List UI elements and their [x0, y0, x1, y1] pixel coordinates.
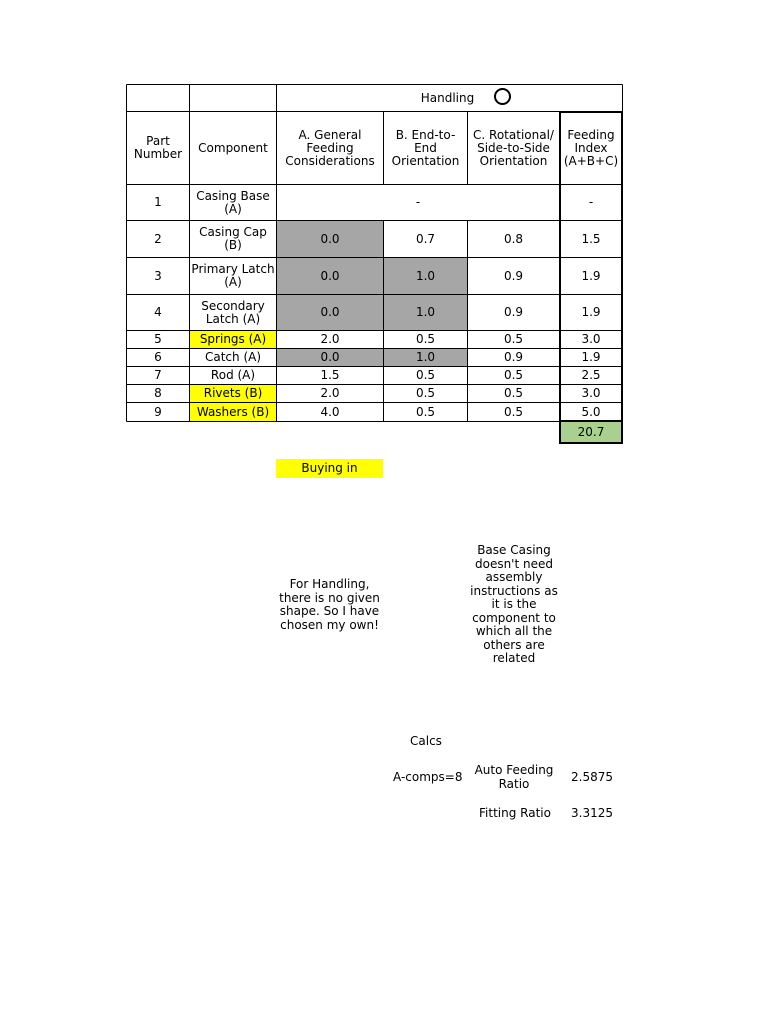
row-9-component: Washers (B): [190, 403, 276, 421]
row-6-part: 6: [154, 350, 162, 364]
row-3-b: 1.0: [384, 258, 467, 294]
row-1-index: -: [588, 195, 594, 209]
row-7-component: Rod (A): [210, 368, 256, 382]
row-6-component: Catch (A): [204, 350, 262, 364]
handling-title: Handling: [420, 90, 475, 105]
row-4-c: 0.9: [503, 305, 524, 319]
row-1-component: Casing Base (A): [196, 188, 270, 216]
calcs-title: Calcs: [410, 734, 442, 748]
row-5-index: 3.0: [581, 332, 601, 346]
row-3-c: 0.9: [503, 268, 524, 283]
base-casing-note: Base Casing doesn't need assembly instructions as it is the component to which all the others are related: [470, 543, 558, 665]
row-8-component: Rivets (B): [190, 385, 276, 402]
row-9-index: 5.0: [581, 404, 601, 419]
row-6-a: 0.0: [277, 349, 383, 366]
header-a: A. General Feeding Considerations: [285, 127, 375, 168]
row-8-part: 8: [154, 386, 162, 400]
row-4-component: Secondary Latch (A): [201, 298, 265, 326]
a-comps: A-comps=8: [393, 770, 463, 784]
row-4-index: 1.9: [581, 305, 601, 319]
row-7-index: 2.5: [581, 368, 601, 382]
row-7-part: 7: [154, 368, 162, 382]
row-1-part: 1: [154, 195, 162, 209]
row-7-a: 1.5: [320, 368, 340, 382]
header-part-number: Part Number: [133, 134, 183, 161]
row-5-component: Springs (A): [190, 331, 276, 348]
row-3-index: 1.9: [581, 268, 601, 283]
row-2-c: 0.8: [503, 231, 524, 246]
buying-in-label: Buying in: [276, 459, 383, 478]
row-9-c: 0.5: [503, 404, 524, 419]
row-4-a: 0.0: [277, 295, 383, 330]
fitting-ratio-value: 3.3125: [571, 806, 613, 820]
row-2-component: Casing Cap (B): [199, 225, 267, 252]
row-9-part: 9: [154, 404, 162, 419]
row-2-a: 0.0: [277, 221, 383, 257]
handling-note: For Handling, there is no given shape. So I have chosen my own!: [279, 577, 380, 632]
row-5-part: 5: [154, 332, 162, 346]
row-8-a: 2.0: [320, 386, 340, 400]
row-7-b: 0.5: [415, 368, 436, 382]
row-2-index: 1.5: [581, 231, 601, 246]
row-3-component: Primary Latch (A): [191, 262, 275, 289]
row-2-b: 0.7: [415, 231, 436, 246]
row-5-b: 0.5: [415, 332, 436, 346]
row-6-b: 1.0: [384, 349, 467, 366]
header-component: Component: [198, 140, 268, 155]
row-9-b: 0.5: [415, 404, 436, 419]
fitting-ratio-label: Fitting Ratio: [479, 806, 551, 820]
row-4-b: 1.0: [384, 295, 467, 330]
row-7-c: 0.5: [503, 368, 524, 382]
auto-feeding-ratio-value: 2.5875: [571, 770, 613, 784]
row-8-c: 0.5: [503, 386, 524, 400]
feeding-index-total: 20.7: [561, 422, 621, 442]
row-6-index: 1.9: [581, 350, 601, 364]
row-6-c: 0.9: [503, 350, 524, 364]
row-3-a: 0.0: [277, 258, 383, 294]
header-feeding-index: Feeding Index (A+B+C): [563, 128, 619, 168]
row-5-a: 2.0: [320, 332, 340, 346]
auto-feeding-ratio-label: Auto Feeding Ratio: [474, 763, 554, 791]
circle-shape-icon: [494, 88, 511, 105]
header-b: B. End-to-End Orientation: [391, 127, 460, 168]
row-8-b: 0.5: [415, 386, 436, 400]
row-1-abc: -: [415, 195, 421, 209]
row-8-index: 3.0: [581, 386, 601, 400]
header-c: C. Rotational/ Side-to-Side Orientation: [473, 127, 554, 168]
row-5-c: 0.5: [503, 332, 524, 346]
row-4-part: 4: [154, 305, 162, 319]
row-9-a: 4.0: [320, 404, 340, 419]
row-3-part: 3: [154, 268, 162, 283]
handling-title-cell: [277, 85, 622, 111]
row-2-part: 2: [154, 231, 162, 246]
